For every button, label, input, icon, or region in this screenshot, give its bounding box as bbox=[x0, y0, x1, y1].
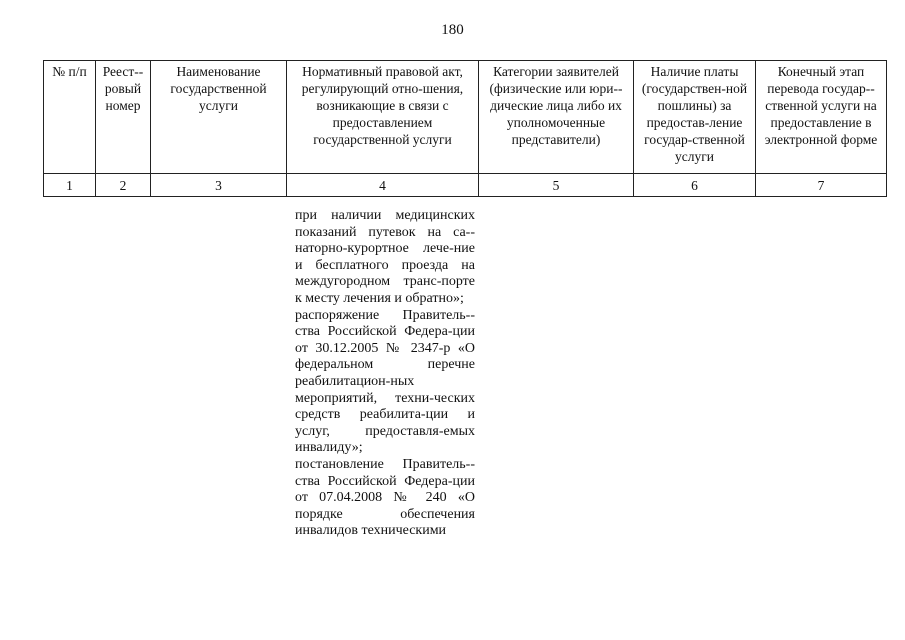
continuation-paragraph: при наличии медицинских показаний путевок на са-наторно-курортное лече-ние и бесплатного проезда на междугородном транс-порте к месту лечения и обратно»; bbox=[295, 208, 475, 306]
table-header-row bbox=[44, 61, 887, 174]
column-number-row bbox=[44, 174, 887, 197]
services-table bbox=[43, 60, 887, 197]
column-number: 7 bbox=[756, 174, 887, 197]
continuation-paragraph: распоряжение Правитель-ства Российской Федера-ции от 30.12.2005 № 2347-р «О федеральном перечне реабилитацион-ных мероприятий, техни-ческих средств реабилита-ции и услуг, предоставля-емых инвалиду»; bbox=[295, 307, 475, 456]
page-number: 180 bbox=[441, 22, 464, 38]
header-legal-act: Нормативный правовой акт, регулирующий отно-шения, возникающие в связи с предоставлением государственной услуги bbox=[287, 61, 479, 174]
header-final-stage: Конечный этап перевода государ-ственной услуги на предоставление в электронной форме bbox=[756, 61, 887, 174]
header-service-name: Наименование государственной услуги bbox=[151, 61, 287, 174]
column-number: 4 bbox=[287, 174, 479, 197]
legal-act-continuation bbox=[295, 208, 475, 540]
header-row-number: № п/п bbox=[44, 61, 96, 174]
column-number: 3 bbox=[151, 174, 287, 197]
column-number: 1 bbox=[44, 174, 96, 197]
column-number: 6 bbox=[634, 174, 756, 197]
column-number: 5 bbox=[479, 174, 634, 197]
header-applicant-categories: Категории заявителей (физические или юри-дические лица либо их уполномоченные представители) bbox=[479, 61, 634, 174]
column-number: 2 bbox=[96, 174, 151, 197]
header-fee: Наличие платы (государствен-ной пошлины) за предостав-ление государ-ственной услуги bbox=[634, 61, 756, 174]
header-registry-number: Реест-ровый номер bbox=[96, 61, 151, 174]
continuation-paragraph: постановление Правитель-ства Российской Федера-ции от 07.04.2008 № 240 «О порядке обеспечения инвалидов техническими bbox=[295, 456, 475, 539]
